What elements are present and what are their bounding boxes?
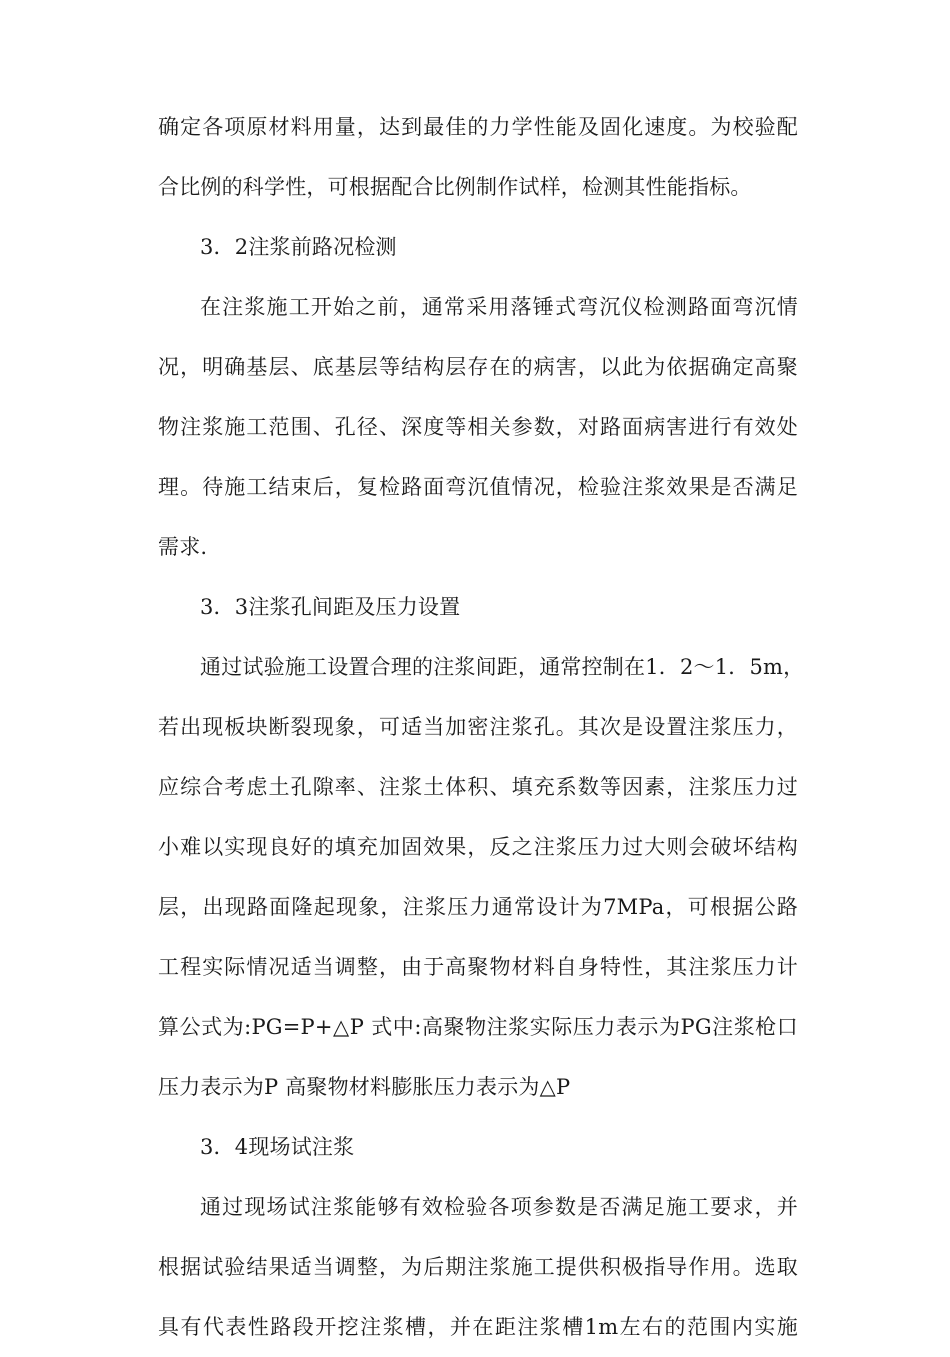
text-line: 合比例的科学性，可根据配合比例制作试样，检测其性能指标。 [158,175,752,199]
paragraph-road-inspection [158,277,798,577]
text-line: 通过试验施工设置合理的注浆间距，通常控制在1．2～1．5m， [200,655,805,679]
paragraph-field-trial [158,1177,798,1357]
text-line: 应综合考虑土孔隙率、注浆土体积、填充系数等因素，注浆压力过 [158,775,798,799]
document-page [158,97,805,1357]
text-line: 需求. [158,535,208,559]
text-line: 工程实际情况适当调整，由于高聚物材料自身特性，其注浆压力计 [158,955,798,979]
text-line: 若出现板块断裂现象，可适当加密注浆孔。其次是设置注浆压力， [158,715,798,739]
text-line: 确定各项原材料用量，达到最佳的力学性能及固化速度。为校验配 [158,115,798,139]
text-line: 算公式为:PG=P+△P 式中:高聚物注浆实际压力表示为PG注浆枪口 [158,1015,798,1039]
heading-text: 3．2注浆前路况检测 [200,235,397,259]
text-line: 通过现场试注浆能够有效检验各项参数是否满足施工要求，并 [200,1195,798,1219]
text-line: 在注浆施工开始之前，通常采用落锤式弯沉仪检测路面弯沉情 [200,295,798,319]
text-line: 况，明确基层、底基层等结构层存在的病害，以此为依据确定高聚 [158,355,798,379]
text-line: 小难以实现良好的填充加固效果，反之注浆压力过大则会破坏结构 [158,835,798,859]
text-line: 压力表示为P 高聚物材料膨胀压力表示为△P [158,1075,571,1099]
paragraph-spacing-pressure [158,637,805,1117]
text-line: 物注浆施工范围、孔径、深度等相关参数，对路面病害进行有效处 [158,415,798,439]
section-heading-3-4 [158,1117,798,1177]
paragraph-continuation [158,97,798,217]
text-line: 层，出现路面隆起现象，注浆压力通常设计为7MPa，可根据公路 [158,895,798,919]
text-line: 理。待施工结束后，复检路面弯沉值情况，检验注浆效果是否满足 [158,475,798,499]
heading-text: 3．3注浆孔间距及压力设置 [200,595,461,619]
section-heading-3-3 [158,577,798,637]
section-heading-3-2 [158,217,798,277]
heading-text: 3．4现场试注浆 [200,1135,355,1159]
text-line: 根据试验结果适当调整，为后期注浆施工提供积极指导作用。选取 [158,1255,798,1279]
text-line: 具有代表性路段开挖注浆槽，并在距注浆槽1m左右的范围内实施 [158,1315,798,1339]
